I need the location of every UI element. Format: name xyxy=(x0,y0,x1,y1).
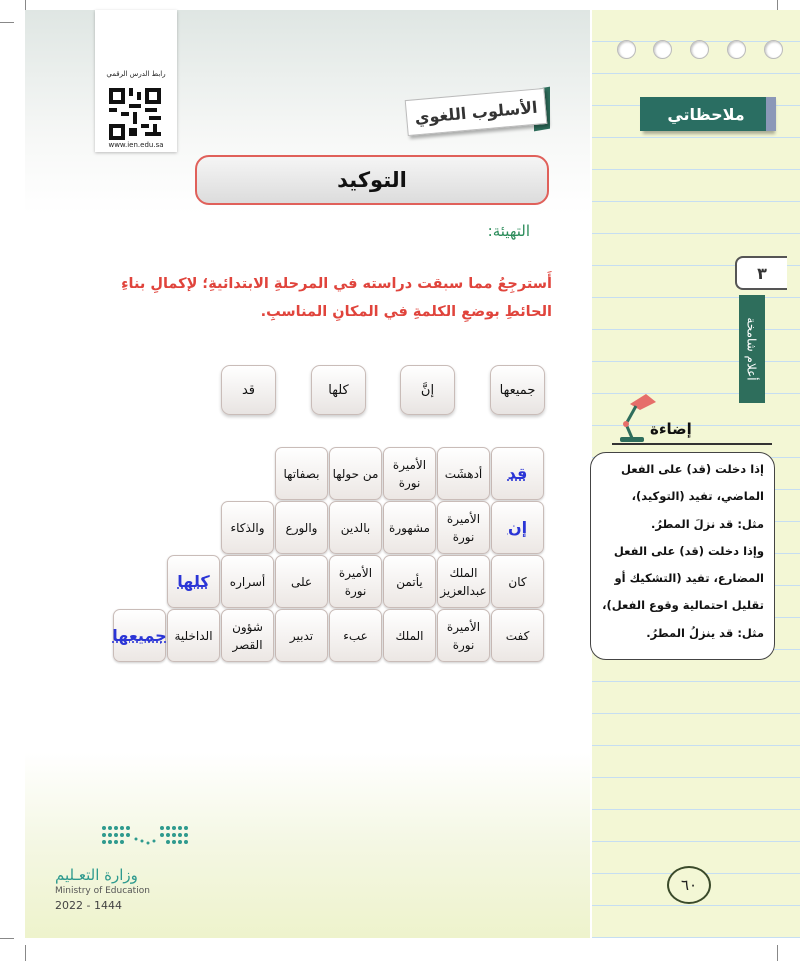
wall-brick[interactable]: مشهورة xyxy=(383,501,436,554)
wall-brick[interactable]: الأميرة نورة xyxy=(383,447,436,500)
crop-mark xyxy=(777,945,778,961)
wall-brick[interactable]: يأتمن xyxy=(383,555,436,608)
crop-mark xyxy=(0,22,14,23)
tip-line: وإذا دخلت (قد) على الفعل xyxy=(613,543,764,558)
wall-brick[interactable]: تدبير xyxy=(275,609,328,662)
wall-brick[interactable]: الملك عبدالعزيز xyxy=(437,555,490,608)
wall-brick[interactable]: والذكاء xyxy=(221,501,274,554)
wall-brick[interactable]: الملك xyxy=(383,609,436,662)
wall-brick[interactable]: الداخلية xyxy=(167,609,220,662)
crop-mark xyxy=(0,938,14,939)
wall-brick[interactable]: والورع xyxy=(275,501,328,554)
binder-hole xyxy=(690,40,709,59)
notes-title: ملاحظاتي xyxy=(640,97,772,131)
ministry-name-en: Ministry of Education xyxy=(55,886,150,896)
wall-brick[interactable]: كان xyxy=(491,555,544,608)
binder-hole xyxy=(653,40,672,59)
word-chip[interactable]: جميعها xyxy=(490,365,545,415)
wall-brick[interactable]: جميعها xyxy=(113,609,166,662)
edition-year: 2022 - 1444 xyxy=(55,899,122,912)
crop-mark xyxy=(777,0,778,10)
tip-title: إضاءة xyxy=(650,420,692,438)
wall-brick[interactable]: بالدين xyxy=(329,501,382,554)
tip-line: المضارع، تفيد (التشكيك أو xyxy=(614,571,764,586)
wall-brick[interactable]: من حولها xyxy=(329,447,382,500)
wall-brick[interactable]: قد xyxy=(491,447,544,500)
binder-hole xyxy=(617,40,636,59)
word-chip[interactable]: قد xyxy=(221,365,276,415)
wall-brick[interactable]: أدهشَت xyxy=(437,447,490,500)
tip-line: الماضي، تفيد (التوكيد)، xyxy=(631,489,764,504)
vision-dots-icon xyxy=(100,822,192,856)
crop-mark xyxy=(25,945,26,961)
tip-line: تقليل احتمالية وقوع الفعل)، xyxy=(602,598,764,613)
wall-brick[interactable]: كلها xyxy=(167,555,220,608)
word-chip[interactable]: إنَّ xyxy=(400,365,455,415)
binder-hole xyxy=(764,40,783,59)
wall-brick[interactable]: على xyxy=(275,555,328,608)
qr-code-icon[interactable] xyxy=(109,88,161,140)
wall-brick[interactable]: أسراره xyxy=(221,555,274,608)
chapter-number: ٣ xyxy=(735,256,787,290)
crop-mark xyxy=(25,0,26,10)
section-tag: الأسلوب اللغوي xyxy=(405,88,548,136)
wall-brick[interactable]: الأميرة نورة xyxy=(437,609,490,662)
tip-line: مثل: قد ينزلُ المطرُ. xyxy=(646,625,764,640)
wall-brick[interactable]: بصفاتها xyxy=(275,447,328,500)
qr-card[interactable] xyxy=(95,10,177,152)
tip-box xyxy=(590,452,775,660)
lesson-title: التوكيد xyxy=(195,155,549,205)
wall-brick[interactable]: شؤون القصر xyxy=(221,609,274,662)
qr-url[interactable]: www.ien.edu.sa xyxy=(108,141,164,149)
chapter-tab xyxy=(739,295,765,403)
wall-brick[interactable]: إن xyxy=(491,501,544,554)
chapter-label: أعلام شامخة xyxy=(745,317,759,381)
wall-brick[interactable]: كفت xyxy=(491,609,544,662)
tip-line: مثل: قد نزلَ المطرُ. xyxy=(650,516,764,531)
wall-brick[interactable]: الأميرة نورة xyxy=(329,555,382,608)
ministry-name-ar: وزارة التعـليم xyxy=(55,866,138,884)
section-ribbon xyxy=(398,90,550,136)
wall-brick[interactable]: عبء xyxy=(329,609,382,662)
instruction-text: أَسترجِعُ مما سبقت دراسته في المرحلةِ الابتدائيةِ؛ لإكمالِ بناءِ الحائطِ بوضعِ الكلمةِ في المكانِ المناسبِ. xyxy=(121,276,552,320)
warmup-label: التهيئة: xyxy=(487,222,530,240)
tip-line: إذا دخلت (قد) على الفعل xyxy=(620,462,764,476)
binder-hole xyxy=(727,40,746,59)
word-chip[interactable]: كلها xyxy=(311,365,366,415)
page-number: ٦٠ xyxy=(667,866,711,904)
qr-label: رابط الدرس الرقمي xyxy=(106,70,166,78)
tip-title-underline xyxy=(612,443,772,445)
wall-brick[interactable]: الأميرة نورة xyxy=(437,501,490,554)
